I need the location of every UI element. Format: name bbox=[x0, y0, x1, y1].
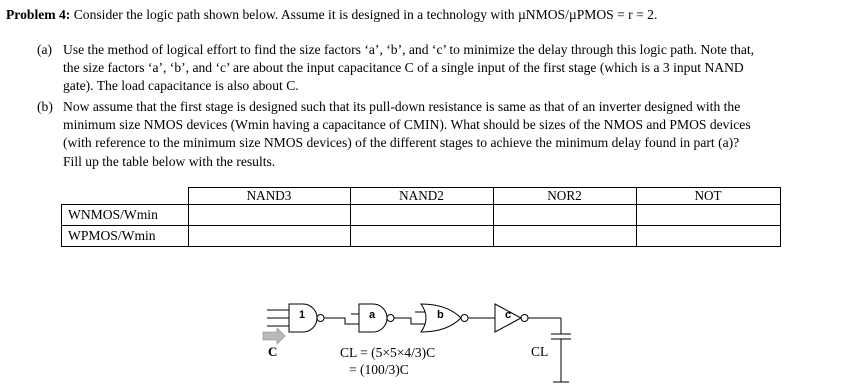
table-cell[interactable] bbox=[188, 205, 350, 226]
part-a-line: Use the method of logical effort to find the size factors ‘a’, ‘b’, and ‘c’ to minimize the delay through this logic path. Note that, bbox=[63, 42, 755, 57]
gate-label-nor2: b bbox=[437, 309, 444, 321]
table-cell[interactable] bbox=[636, 205, 780, 226]
row-header: WNMOS/Wmin bbox=[62, 205, 189, 226]
table-row bbox=[62, 205, 781, 226]
wire-stage2-stage3 bbox=[394, 318, 425, 324]
column-header: NAND2 bbox=[350, 188, 493, 205]
table-cell[interactable] bbox=[350, 205, 493, 226]
column-header: NAND3 bbox=[188, 188, 350, 205]
part-a-line: the size factors ‘a’, ‘b’, and ‘c’ are about the input capacitance C of a single input of the first stage (which is a 3 input NAND bbox=[63, 60, 744, 75]
part-a-label: (a) bbox=[37, 42, 53, 57]
column-header: NOT bbox=[636, 188, 780, 205]
table-cell[interactable] bbox=[188, 226, 350, 247]
load-capacitance-label: CL bbox=[531, 344, 549, 359]
input-arrow-icon bbox=[263, 328, 285, 344]
table-header-row bbox=[62, 188, 781, 205]
part-b-line: Fill up the table below with the results. bbox=[63, 154, 276, 169]
wire-stage1-stage2 bbox=[324, 318, 359, 324]
problem-heading bbox=[6, 7, 657, 23]
nand3-bubble bbox=[317, 315, 324, 322]
part-b-label: (b) bbox=[37, 99, 53, 114]
results-table bbox=[61, 187, 781, 247]
gate-label-nand2: a bbox=[369, 309, 376, 321]
input-capacitance-label: C bbox=[268, 344, 278, 359]
part-a-line: gate). The load capacitance is also about C. bbox=[63, 78, 299, 93]
table-cell[interactable] bbox=[493, 226, 636, 247]
gate-label-inverter: c bbox=[505, 309, 512, 321]
problem-label: Problem 4: bbox=[6, 7, 71, 22]
table-cell[interactable] bbox=[636, 226, 780, 247]
table-corner-cell bbox=[62, 188, 189, 205]
load-expression-line1: CL = (5×5×4/3)C bbox=[340, 345, 436, 360]
part-b-line: (with reference to the minimum size NMOS devices) of the different stages to achieve the minimum delay found in part (a)? bbox=[63, 135, 740, 150]
gate-label-nand3: 1 bbox=[299, 309, 306, 321]
table-cell[interactable] bbox=[493, 205, 636, 226]
part-b-line: minimum size NMOS devices (Wmin having a capacitance of CMIN). What should be sizes of the NMOS and PMOS devices bbox=[63, 117, 751, 132]
table-row bbox=[62, 226, 781, 247]
problem-text: Consider the logic path shown below. Assume it is designed in a technology with µNMOS/µPMOS = r = 2. bbox=[70, 7, 658, 22]
logic-path-diagram bbox=[255, 290, 585, 390]
row-header: WPMOS/Wmin bbox=[62, 226, 189, 247]
table-cell[interactable] bbox=[350, 226, 493, 247]
nand2-bubble bbox=[387, 315, 394, 322]
part-b-line: Now assume that the first stage is designed such that its pull-down resistance is same as that of an inverter designed with the bbox=[63, 99, 741, 114]
column-header: NOR2 bbox=[493, 188, 636, 205]
load-expression-line2: = (100/3)C bbox=[349, 362, 409, 377]
nor2-bubble bbox=[461, 315, 468, 322]
